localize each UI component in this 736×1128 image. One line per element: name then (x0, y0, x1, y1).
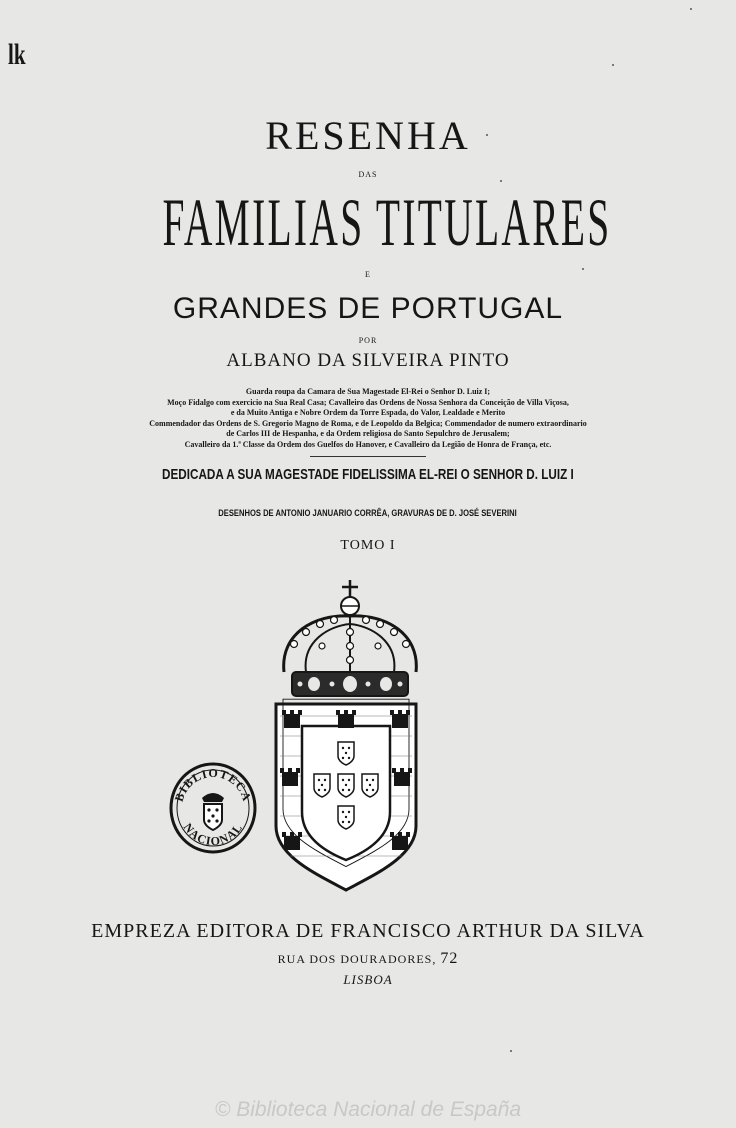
author-title-line: Guarda roupa da Camara de Sua Magestade El-Rei o Senhor D. Luiz I; (245, 386, 491, 396)
paper-speck (690, 8, 692, 10)
title-resenha: RESENHA (265, 113, 471, 158)
subtitle: GRANDES DE PORTUGAL (172, 292, 564, 325)
connector-das: DAS (358, 170, 378, 179)
coat-of-arms-icon (266, 576, 426, 896)
dedication-text: DEDICADA A SUA MAGESTADE FIDELISSIMA EL-REI O SENHOR D. LUIZ I (162, 466, 574, 483)
stamp-bottom-text: NACIONAL (180, 820, 246, 849)
credits-text: DESENHOS DE ANTONIO JANUARIO CORRÊA, GRAVURAS DE D. JOSÉ SEVERINI (218, 508, 518, 519)
city: LISBOA (343, 972, 393, 987)
street-name: RUA DOS DOURADORES, (277, 952, 437, 966)
volume-label: TOMO I (340, 538, 396, 553)
paper-speck (582, 268, 584, 270)
main-title (0, 184, 736, 260)
connector-por: POR (358, 336, 378, 345)
publisher-address (0, 950, 736, 968)
author-name: ALBANO DA SILVEIRA PINTO (226, 350, 510, 371)
main-title-text: FAMILIAS TITULARES (162, 184, 612, 260)
author-title-line: Cavalleiro da 1.ª Classe da Ordem dos Guelfos do Hanover, e Cavalleiro da Legião de Honra de França, etc. (184, 438, 552, 449)
author-title-line: Commendador das Ordens de S. Gregorio Magno de Roma, e de Leopoldo da Belgica; Commendador de numero extraordinario (149, 417, 587, 428)
stamp-top-text: BIBLIOTECA (171, 765, 255, 804)
dedication (0, 466, 736, 483)
illustration-credits (0, 508, 736, 519)
author-title-line: e da Muito Antiga e Nobre Ordem da Torre Espada, do Valor, Lealdade e Merito (230, 407, 506, 418)
paper-speck (486, 134, 488, 136)
paper-speck (500, 180, 502, 182)
paper-speck (510, 1050, 512, 1052)
corner-mark: lk (8, 38, 26, 71)
divider-rule (310, 456, 426, 457)
author-titles (0, 386, 736, 450)
copyright-watermark: © Biblioteca Nacional de España (214, 1098, 522, 1121)
connector-e: E (365, 270, 371, 279)
publisher: EMPREZA EDITORA DE FRANCISCO ARTHUR DA SILVA (91, 920, 645, 942)
author-title-line: de Carlos III de Hespanha, e da Ordem religiosa do Santo Sepulchro de Jerusalem; (226, 428, 510, 439)
author-title-line: Moço Fidalgo com exercicio na Sua Real Casa; Cavalleiro das Ordens de Nossa Senhora da Conceição de Villa Viçosa, (167, 396, 569, 407)
library-stamp-icon (168, 762, 258, 854)
paper-speck (612, 64, 614, 66)
street-number: 72 (440, 950, 459, 967)
